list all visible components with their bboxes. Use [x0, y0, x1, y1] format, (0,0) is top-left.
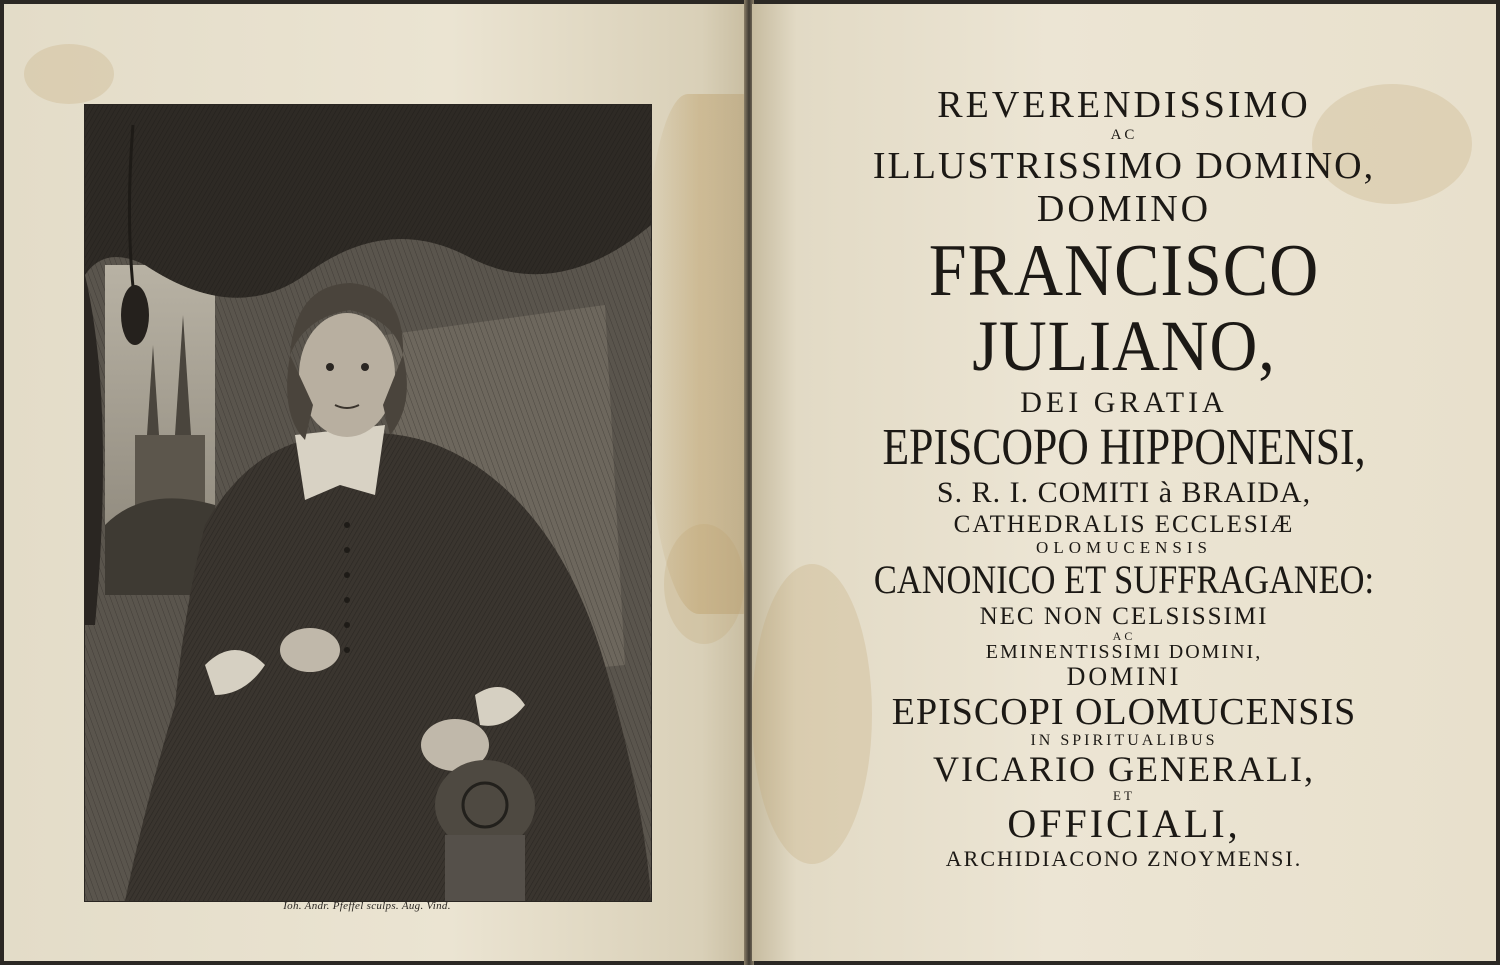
tassel: [121, 285, 149, 345]
portrait-face: [299, 313, 395, 437]
portrait-engraving: [84, 104, 652, 902]
left-page: [4, 4, 746, 961]
title-line: CATHEDRALIS ECCLESIÆ: [953, 511, 1295, 538]
engraver-caption: Ioh. Andr. Pfeffel sculps. Aug. Vind.: [283, 900, 451, 912]
title-line: EPISCOPO HIPPONENSI,: [882, 419, 1366, 476]
title-line-name: JULIANO,: [972, 306, 1276, 386]
title-line: IN SPIRITUALIBUS: [1030, 732, 1218, 749]
title-line: EPISCOPI OLOMUCENSIS: [891, 691, 1357, 733]
title-line: ET: [1113, 788, 1135, 803]
title-line: AC: [1110, 127, 1138, 143]
title-line: ILLUSTRISSIMO DOMINO,: [872, 145, 1376, 187]
title-line: EMINENTISSIMI DOMINI,: [985, 641, 1263, 663]
portrait-engraving-art: [85, 105, 651, 901]
title-page-text: [752, 64, 1496, 870]
title-line: NEC NON CELSISSIMI: [979, 603, 1269, 630]
title-line: DEI GRATIA: [1020, 386, 1228, 419]
hand: [280, 628, 340, 672]
title-line-name: FRANCISCO: [928, 230, 1320, 312]
title-line: OFFICIALI,: [1007, 801, 1241, 846]
title-line: DOMINI: [1066, 662, 1182, 691]
right-page: [752, 4, 1496, 961]
title-line: VICARIO GENERALI,: [933, 749, 1315, 789]
title-line: S. R. I. COMITI à BRAIDA,: [936, 476, 1312, 509]
title-line: REVERENDISSIMO: [937, 84, 1311, 126]
title-line: DOMINO: [1036, 188, 1212, 230]
title-line: OLOMUCENSIS: [1036, 538, 1212, 557]
title-line: ARCHIDIACONO ZNOYMENSI.: [945, 846, 1303, 871]
foxing-stain: [24, 44, 114, 104]
title-line: CANONICO ET SUFFRAGANEO:: [873, 557, 1375, 602]
paper-tear: [644, 94, 746, 614]
title-line: AC: [1112, 629, 1136, 643]
